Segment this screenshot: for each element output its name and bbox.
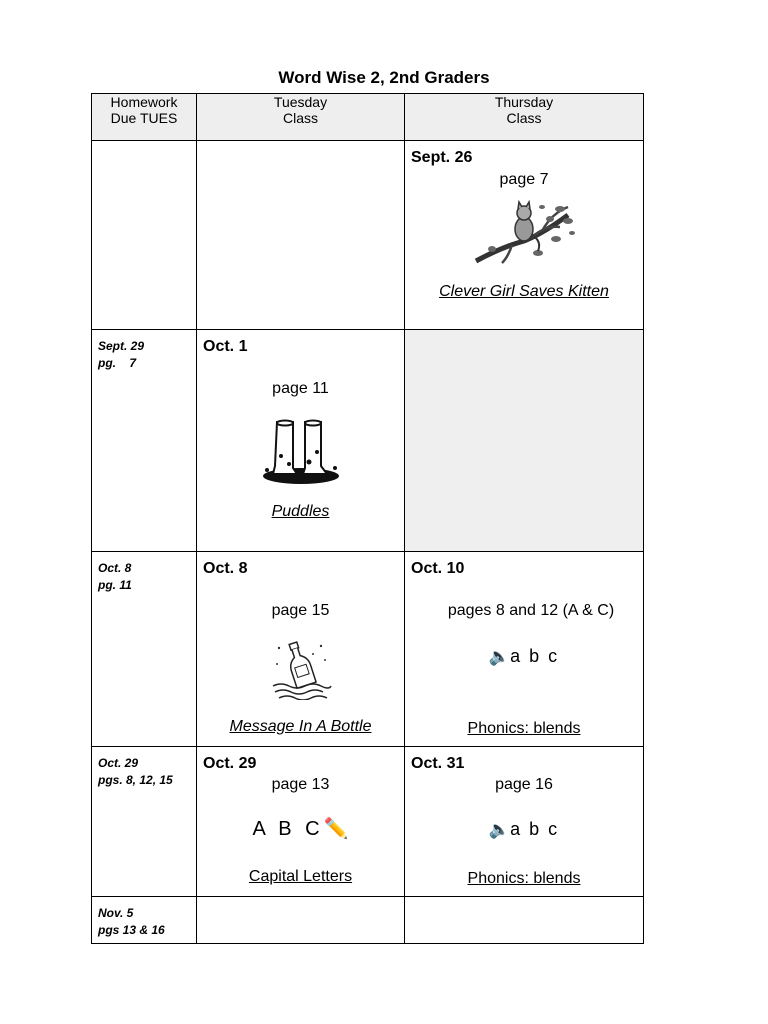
letters-text: a b c (510, 646, 560, 666)
lesson-page: page 11 (272, 380, 329, 397)
table-row (92, 747, 644, 897)
tuesday-cell (197, 747, 405, 897)
lesson-date: Oct. 10 (411, 560, 465, 577)
lesson-date: Oct. 29 (203, 755, 257, 772)
table-row (92, 330, 644, 552)
homework-due-cell (92, 330, 197, 552)
tuesday-cell (197, 330, 405, 552)
lesson-date: Sept. 26 (411, 149, 473, 166)
pencil-icon: ✏️ (323, 818, 349, 840)
homework-cell-empty (92, 141, 197, 330)
thursday-cell (405, 747, 644, 897)
phonics-letters (405, 819, 643, 840)
header-thursday-line2: Class (506, 110, 542, 126)
lesson-page: page 15 (271, 602, 330, 619)
header-homework (92, 94, 197, 141)
lesson-page: page 7 (499, 171, 549, 188)
homework-pages: pgs 13 & 16 (98, 923, 165, 937)
header-tuesday (197, 94, 405, 141)
header-homework-line1: Homework (110, 94, 178, 110)
letters-text: A B C (252, 818, 324, 840)
table-row (92, 552, 644, 747)
lesson-page: page 16 (495, 776, 553, 793)
lesson-title: Message In A Bottle (229, 718, 372, 735)
table-row (92, 141, 644, 330)
phonics-letters (405, 646, 643, 667)
homework-due-cell (92, 897, 197, 944)
header-tuesday-line2: Class (282, 110, 318, 126)
header-thursday (405, 94, 644, 141)
thursday-cell (405, 141, 644, 330)
thursday-cell (405, 552, 644, 747)
tuesday-cell-empty (197, 897, 405, 944)
lesson-date: Oct. 31 (411, 755, 465, 772)
lesson-title: Clever Girl Saves Kitten (439, 283, 609, 300)
letters-text: a b c (510, 819, 560, 839)
header-tuesday-line1: Tuesday (273, 94, 328, 110)
homework-due-cell (92, 747, 197, 897)
homework-pages: pg. 7 (98, 356, 137, 370)
homework-date: Oct. 8 (98, 561, 132, 575)
homework-date: Sept. 29 (98, 339, 145, 353)
homework-pages: pg. 11 (98, 578, 132, 592)
homework-due-cell (92, 552, 197, 747)
thursday-cell-empty (405, 330, 644, 552)
homework-date: Oct. 29 (98, 756, 139, 770)
header-row (92, 94, 644, 141)
homework-date: Nov. 5 (98, 906, 134, 920)
table-row (92, 897, 644, 944)
lesson-page: page 13 (271, 776, 330, 793)
lesson-page: pages 8 and 12 (A & C) (447, 602, 615, 619)
lesson-date: Oct. 8 (203, 560, 248, 577)
speaker-icon: 🔈 (488, 647, 511, 666)
tuesday-cell (197, 552, 405, 747)
lesson-title: Phonics: blends (467, 870, 581, 887)
tuesday-cell-empty (197, 141, 405, 330)
homework-pages: pgs. 8, 12, 15 (98, 773, 173, 787)
speaker-icon: 🔈 (488, 820, 511, 839)
lesson-date: Oct. 1 (203, 338, 248, 355)
lesson-title: Puddles (271, 503, 330, 520)
message-bottle-icon (197, 640, 404, 700)
schedule-table (91, 93, 644, 944)
header-homework-line2: Due TUES (110, 110, 178, 126)
lesson-title: Capital Letters (248, 868, 353, 885)
header-thursday-line1: Thursday (494, 94, 554, 110)
thursday-cell-empty (405, 897, 644, 944)
lesson-title: Phonics: blends (467, 720, 581, 737)
rain-boots-icon (197, 416, 404, 486)
cat-in-tree-icon (405, 197, 643, 267)
page-title: Word Wise 2, 2nd Graders (278, 68, 490, 87)
capital-letters (197, 816, 404, 841)
